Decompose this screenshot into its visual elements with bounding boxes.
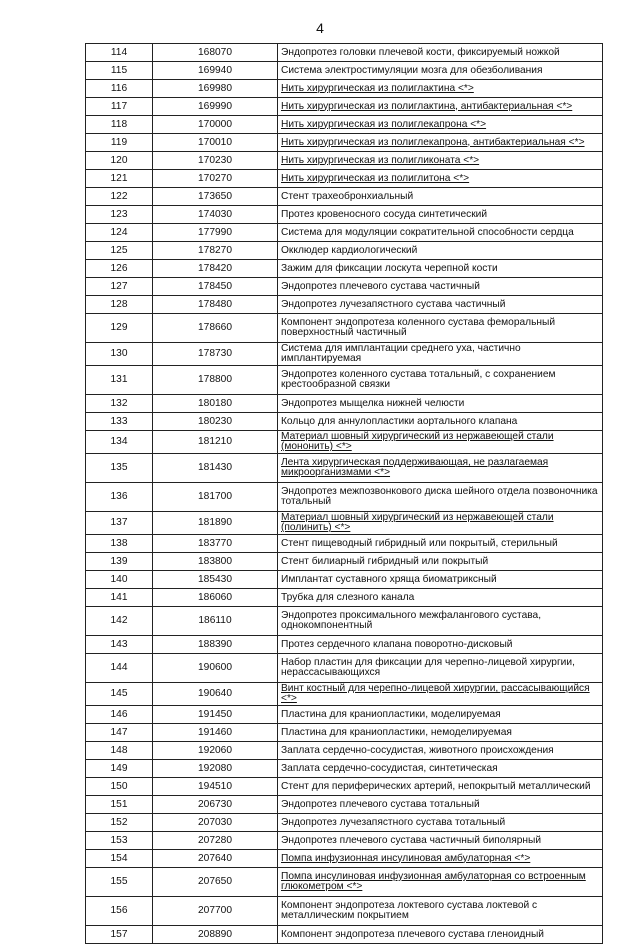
device-code: 174030 xyxy=(153,206,278,224)
table-row xyxy=(86,62,603,80)
device-code: 178270 xyxy=(153,242,278,260)
row-number: 145 xyxy=(86,683,153,706)
table-row xyxy=(86,242,603,260)
table-row xyxy=(86,224,603,242)
table-row xyxy=(86,571,603,589)
table-row xyxy=(86,116,603,134)
device-name xyxy=(278,832,603,850)
row-number: 140 xyxy=(86,571,153,589)
row-number: 126 xyxy=(86,260,153,278)
row-number: 146 xyxy=(86,706,153,724)
device-code: 181890 xyxy=(153,512,278,535)
device-name-text: Эндопротез межпозвонкового диска шейного отдела позвоночника тотальный xyxy=(281,486,598,507)
device-name xyxy=(278,152,603,170)
device-name-text: Компонент эндопротеза коленного сустава феморальный поверхностный частичный xyxy=(281,317,556,338)
row-number: 118 xyxy=(86,116,153,134)
device-code: 180230 xyxy=(153,413,278,431)
device-code: 181210 xyxy=(153,431,278,454)
row-number: 121 xyxy=(86,170,153,188)
table-row xyxy=(86,926,603,944)
row-number: 144 xyxy=(86,654,153,683)
device-name xyxy=(278,116,603,134)
row-number: 137 xyxy=(86,512,153,535)
device-name-text: Компонент эндопротеза плечевого сустава гленоидный xyxy=(281,928,544,940)
table-row xyxy=(86,724,603,742)
device-name-text: Нить хирургическая из полиглитона <*> xyxy=(281,172,470,184)
device-name-text: Эндопротез плечевого сустава тотальный xyxy=(281,798,480,810)
device-name-text: Пластина для краниопластики, моделируемая xyxy=(281,708,501,720)
device-code: 181430 xyxy=(153,454,278,483)
device-name-text: Винт костный для черепно-лицевой хирургии, рассасывающийся <*> xyxy=(281,683,590,704)
table-row xyxy=(86,553,603,571)
device-name-text: Эндопротез мыщелка нижней челюсти xyxy=(281,397,465,409)
row-number: 125 xyxy=(86,242,153,260)
device-name-text: Эндопротез лучезапястного сустава тотальный xyxy=(281,816,506,828)
device-code: 181700 xyxy=(153,483,278,512)
table-row xyxy=(86,366,603,395)
table-row xyxy=(86,278,603,296)
table-row xyxy=(86,654,603,683)
row-number: 142 xyxy=(86,607,153,636)
device-name xyxy=(278,571,603,589)
device-code: 207280 xyxy=(153,832,278,850)
row-number: 119 xyxy=(86,134,153,152)
table-row xyxy=(86,814,603,832)
row-number: 134 xyxy=(86,431,153,454)
table-row xyxy=(86,742,603,760)
device-name-text: Материал шовный хирургический из нержавеющей стали (мононить) <*> xyxy=(281,431,554,452)
device-code: 170270 xyxy=(153,170,278,188)
device-code: 170230 xyxy=(153,152,278,170)
device-code: 183770 xyxy=(153,535,278,553)
device-name xyxy=(278,814,603,832)
device-code: 169990 xyxy=(153,98,278,116)
device-name-text: Нить хирургическая из полиглактина <*> xyxy=(281,82,474,94)
device-code: 208890 xyxy=(153,926,278,944)
device-name xyxy=(278,607,603,636)
row-number: 151 xyxy=(86,796,153,814)
row-number: 143 xyxy=(86,636,153,654)
device-code: 191450 xyxy=(153,706,278,724)
device-name xyxy=(278,206,603,224)
device-name xyxy=(278,98,603,116)
device-name-text: Зажим для фиксации лоскута черепной кости xyxy=(281,262,498,274)
device-code: 194510 xyxy=(153,778,278,796)
device-name-text: Стент билиарный гибридный или покрытый xyxy=(281,555,489,567)
device-code: 178420 xyxy=(153,260,278,278)
device-code: 170010 xyxy=(153,134,278,152)
row-number: 150 xyxy=(86,778,153,796)
device-name xyxy=(278,170,603,188)
row-number: 127 xyxy=(86,278,153,296)
row-number: 115 xyxy=(86,62,153,80)
table-row xyxy=(86,314,603,343)
device-name xyxy=(278,260,603,278)
row-number: 157 xyxy=(86,926,153,944)
table-row xyxy=(86,850,603,868)
device-name xyxy=(278,454,603,483)
row-number: 120 xyxy=(86,152,153,170)
table-row xyxy=(86,188,603,206)
device-name xyxy=(278,224,603,242)
device-code: 207030 xyxy=(153,814,278,832)
device-name-text: Трубка для слезного канала xyxy=(281,591,415,603)
row-number: 148 xyxy=(86,742,153,760)
row-number: 123 xyxy=(86,206,153,224)
device-code: 192060 xyxy=(153,742,278,760)
device-name xyxy=(278,296,603,314)
device-code: 178480 xyxy=(153,296,278,314)
table-row xyxy=(86,44,603,62)
device-name xyxy=(278,44,603,62)
table-row xyxy=(86,483,603,512)
device-name xyxy=(278,850,603,868)
table-row xyxy=(86,260,603,278)
device-name-text: Помпа инсулиновая инфузионная амбулаторная со встроенным глюкометром <*> xyxy=(281,871,586,892)
table-row xyxy=(86,395,603,413)
table-row xyxy=(86,454,603,483)
device-name-text: Помпа инфузионная инсулиновая амбулаторная <*> xyxy=(281,852,531,864)
table-row xyxy=(86,535,603,553)
device-name-text: Материал шовный хирургический из нержавеющей стали (полинить) <*> xyxy=(281,512,554,533)
table-row xyxy=(86,134,603,152)
device-code: 186110 xyxy=(153,607,278,636)
device-code: 185430 xyxy=(153,571,278,589)
device-name xyxy=(278,278,603,296)
table-row xyxy=(86,343,603,366)
device-name xyxy=(278,778,603,796)
device-name xyxy=(278,742,603,760)
device-code: 190600 xyxy=(153,654,278,683)
device-table xyxy=(85,43,603,944)
table-row xyxy=(86,296,603,314)
device-code: 183800 xyxy=(153,553,278,571)
row-number: 156 xyxy=(86,897,153,926)
row-number: 128 xyxy=(86,296,153,314)
row-number: 155 xyxy=(86,868,153,897)
device-name xyxy=(278,926,603,944)
device-name xyxy=(278,553,603,571)
table-row xyxy=(86,760,603,778)
device-code: 168070 xyxy=(153,44,278,62)
device-name-text: Стент пищеводный гибридный или покрытый, стерильный xyxy=(281,537,558,549)
row-number: 138 xyxy=(86,535,153,553)
device-name xyxy=(278,343,603,366)
device-code: 178450 xyxy=(153,278,278,296)
device-name xyxy=(278,512,603,535)
row-number: 122 xyxy=(86,188,153,206)
row-number: 117 xyxy=(86,98,153,116)
device-code: 173650 xyxy=(153,188,278,206)
device-code: 178730 xyxy=(153,343,278,366)
device-name-text: Имплантат суставного хряща биоматриксный xyxy=(281,573,497,585)
row-number: 153 xyxy=(86,832,153,850)
device-code: 207700 xyxy=(153,897,278,926)
table-row xyxy=(86,778,603,796)
device-code: 178800 xyxy=(153,366,278,395)
table-row xyxy=(86,206,603,224)
table-row xyxy=(86,512,603,535)
row-number: 149 xyxy=(86,760,153,778)
row-number: 114 xyxy=(86,44,153,62)
device-name-text: Нить хирургическая из полиглекапрона, антибактериальная <*> xyxy=(281,136,585,148)
device-name-text: Эндопротез лучезапястного сустава частичный xyxy=(281,298,506,310)
row-number: 131 xyxy=(86,366,153,395)
device-name-text: Нить хирургическая из полигликоната <*> xyxy=(281,154,480,166)
device-name xyxy=(278,483,603,512)
page-number: 4 xyxy=(316,20,324,36)
row-number: 141 xyxy=(86,589,153,607)
device-name xyxy=(278,897,603,926)
device-name xyxy=(278,395,603,413)
row-number: 154 xyxy=(86,850,153,868)
device-code: 186060 xyxy=(153,589,278,607)
device-name-text: Стент для периферических артерий, непокрытый металлический xyxy=(281,780,591,792)
device-name-text: Пластина для краниопластики, немоделируемая xyxy=(281,726,512,738)
device-name xyxy=(278,683,603,706)
device-code: 190640 xyxy=(153,683,278,706)
device-code: 177990 xyxy=(153,224,278,242)
device-name xyxy=(278,431,603,454)
table-row xyxy=(86,98,603,116)
device-name xyxy=(278,366,603,395)
device-code: 188390 xyxy=(153,636,278,654)
device-code: 207640 xyxy=(153,850,278,868)
table-row xyxy=(86,607,603,636)
device-name xyxy=(278,188,603,206)
table-row xyxy=(86,832,603,850)
device-name xyxy=(278,535,603,553)
table-row xyxy=(86,170,603,188)
device-name-text: Заплата сердечно-сосудистая, синтетическая xyxy=(281,762,498,774)
device-name-text: Набор пластин для фиксации для черепно-лицевой хирургии, нерассасывающихся xyxy=(281,657,575,678)
table-row xyxy=(86,706,603,724)
device-name xyxy=(278,589,603,607)
table-row xyxy=(86,868,603,897)
row-number: 135 xyxy=(86,454,153,483)
device-code: 169980 xyxy=(153,80,278,98)
device-name-text: Эндопротез головки плечевой кости, фиксируемый ножкой xyxy=(281,46,560,58)
device-name-text: Лента хирургическая поддерживающая, не разлагаемая микроорганизмами <*> xyxy=(281,457,549,478)
device-name-text: Эндопротез плечевого сустава частичный биполярный xyxy=(281,834,542,846)
row-number: 130 xyxy=(86,343,153,366)
table-body xyxy=(86,44,603,944)
row-number: 152 xyxy=(86,814,153,832)
row-number: 147 xyxy=(86,724,153,742)
device-name-text: Протез сердечного клапана поворотно-дисковый xyxy=(281,638,513,650)
row-number: 136 xyxy=(86,483,153,512)
device-name xyxy=(278,62,603,80)
row-number: 124 xyxy=(86,224,153,242)
device-name-text: Система электростимуляции мозга для обезболивания xyxy=(281,64,543,76)
device-code: 169940 xyxy=(153,62,278,80)
row-number: 132 xyxy=(86,395,153,413)
device-name-text: Нить хирургическая из полиглекапрона <*> xyxy=(281,118,487,130)
table-row xyxy=(86,431,603,454)
device-name-text: Система для имплантации среднего уха, частично имплантируемая xyxy=(281,343,521,364)
row-number: 139 xyxy=(86,553,153,571)
device-name xyxy=(278,314,603,343)
device-name xyxy=(278,654,603,683)
device-name-text: Кольцо для аннулопластики аортального клапана xyxy=(281,415,518,427)
device-code: 180180 xyxy=(153,395,278,413)
device-name xyxy=(278,134,603,152)
device-name-text: Эндопротез проксимального межфалангового сустава, однокомпонентный xyxy=(281,610,542,631)
device-name-text: Система для модуляции сократительной способности сердца xyxy=(281,226,574,238)
row-number: 129 xyxy=(86,314,153,343)
device-code: 192080 xyxy=(153,760,278,778)
device-name-text: Эндопротез коленного сустава тотальный, с сохранением крестообразной связки xyxy=(281,369,556,390)
device-name-text: Окклюдер кардиологический xyxy=(281,244,418,256)
device-name-text: Нить хирургическая из полиглактина, антибактериальная <*> xyxy=(281,100,573,112)
device-name-text: Заплата сердечно-сосудистая, животного происхождения xyxy=(281,744,554,756)
device-name-text: Стент трахеобронхиальный xyxy=(281,190,414,202)
device-code: 178660 xyxy=(153,314,278,343)
device-name xyxy=(278,706,603,724)
table-row xyxy=(86,636,603,654)
device-name xyxy=(278,868,603,897)
device-name-text: Компонент эндопротеза локтевого сустава локтевой с металлическим покрытием xyxy=(281,900,538,921)
device-code: 170000 xyxy=(153,116,278,134)
table-row xyxy=(86,796,603,814)
device-name xyxy=(278,636,603,654)
device-name-text: Протез кровеносного сосуда синтетический xyxy=(281,208,488,220)
device-name xyxy=(278,760,603,778)
table-row xyxy=(86,152,603,170)
table-row xyxy=(86,683,603,706)
device-code: 207650 xyxy=(153,868,278,897)
device-name xyxy=(278,796,603,814)
device-name xyxy=(278,724,603,742)
table-row xyxy=(86,80,603,98)
table-row xyxy=(86,413,603,431)
row-number: 116 xyxy=(86,80,153,98)
device-name xyxy=(278,242,603,260)
device-code: 206730 xyxy=(153,796,278,814)
table-row xyxy=(86,897,603,926)
row-number: 133 xyxy=(86,413,153,431)
device-name xyxy=(278,80,603,98)
device-code: 191460 xyxy=(153,724,278,742)
table-row xyxy=(86,589,603,607)
device-name xyxy=(278,413,603,431)
device-name-text: Эндопротез плечевого сустава частичный xyxy=(281,280,480,292)
